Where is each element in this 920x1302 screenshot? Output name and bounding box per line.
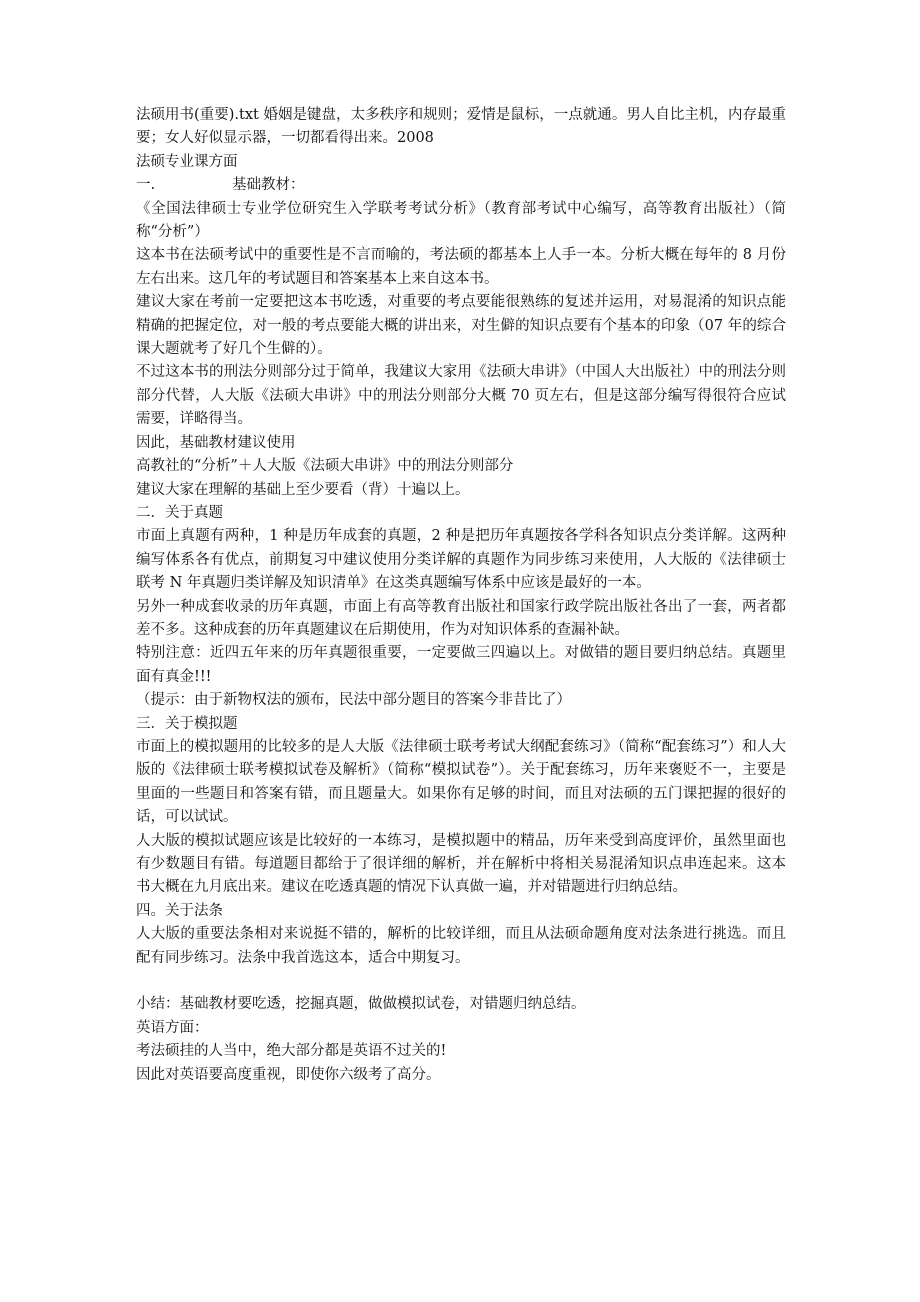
heading-english: 英语方面： xyxy=(136,1019,209,1036)
section-number: 一. xyxy=(136,177,156,194)
paragraph: 高教社的“分析”＋人大版《法硕大串讲》中的刑法分则部分 xyxy=(136,458,514,475)
paragraph: 考法硕挂的人当中，绝大部分都是英语不过关的! xyxy=(136,1043,447,1060)
paragraph-intro: 法硕用书(重要).txt 婚姻是键盘，太多秩序和规则；爱情是鼠标，一点就通。男人自比主机，内存最重要；女人好似显示器，一切都看得出来。2008 xyxy=(136,107,786,147)
document-page xyxy=(136,104,786,1087)
paragraph-book-title: 《全国法律硕士专业学位研究生入学联考考试分析》（教育部考试中心编写，高等教育出版社）（简称“分析”） xyxy=(136,200,786,241)
paragraph-summary: 小结：基础教材要吃透，挖掘真题，做做模拟试卷，对错题归纳总结。 xyxy=(136,996,586,1013)
paragraph: 人大版的模拟试题应该是比较好的一本练习，是模拟题中的精品，历年来受到高度评价，虽然里面也有少数题目有错。每道题目都给于了很详细的解析，并在解析中将相关易混淆知识点串连起来。这本书大概在九月底出来。建议在吃透真题的情况下认真做一遍，并对错题进行归纳总结。 xyxy=(136,832,786,896)
paragraph-note: 特别注意：近四五年来的历年真题很重要，一定要做三四遍以上。对做错的题目要归纳总结。真题里面有真金!!! xyxy=(136,645,786,685)
blank-line xyxy=(136,970,786,993)
section-heading-one xyxy=(136,174,786,197)
paragraph: 市面上的模拟题用的比较多的是人大版《法律硕士联考考试大纲配套练习》（简称“配套练习”）和人大版的《法律硕士联考模拟试卷及解析》（简称“模拟试卷”）。关于配套练习，历年来褒贬不一，主要是里面的一些题目和答案有错，而且题量大。如果你有足够的时间，而且对法硕的五门课把握的很好的话，可以试试。 xyxy=(136,738,786,826)
section-heading-two: 二．关于真题 xyxy=(136,504,223,521)
paragraph: 不过这本书的刑法分则部分过于简单，我建议大家用《法硕大串讲》（中国人大出版社）中的刑法分则部分代替，人大版《法硕大串讲》中的刑法分则部分大概 70 页左右，但是这部分编写得很符合应试需要，详略得当。 xyxy=(136,364,786,428)
paragraph-tip: （提示：由于新物权法的颁布，民法中部分题目的答案今非昔比了） xyxy=(136,692,571,709)
section-heading-four: 四。关于法条 xyxy=(136,902,223,919)
section-title: 基础教材： xyxy=(232,177,305,194)
heading-major-courses: 法硕专业课方面 xyxy=(136,153,238,170)
paragraph: 人大版的重要法条相对来说挺不错的，解析的比较详细，而且从法硕命题角度对法条进行挑选。而且配有同步练习。法条中我首选这本，适合中期复习。 xyxy=(136,926,786,966)
paragraph: 因此对英语要高度重视，即使你六级考了高分。 xyxy=(136,1066,441,1083)
paragraph: 另外一种成套收录的历年真题，市面上有高等教育出版社和国家行政学院出版社各出了一套，两者都差不多。这种成套的历年真题建议在后期使用，作为对知识体系的查漏补缺。 xyxy=(136,598,786,638)
section-heading-three: 三．关于模拟题 xyxy=(136,715,238,732)
paragraph: 市面上真题有两种，1 种是历年成套的真题，2 种是把历年真题按各学科各知识点分类详解。这两种编写体系各有优点，前期复习中建议使用分类详解的真题作为同步练习来使用，人大版的《法律硕士联考 N 年真题归类详解及知识清单》在这类真题编写体系中应该是最好的一本。 xyxy=(136,528,786,592)
paragraph: 这本书在法硕考试中的重要性是不言而喻的，考法硕的都基本上人手一本。分析大概在每年的 8 月份左右出来。这几年的考试题目和答案基本上来自这本书。 xyxy=(136,247,786,287)
paragraph: 建议大家在理解的基础上至少要看（背）十遍以上。 xyxy=(136,481,470,498)
paragraph: 建议大家在考前一定要把这本书吃透，对重要的考点要能很熟练的复述并运用，对易混淆的知识点能精确的把握定位，对一般的考点要能大概的讲出来，对生僻的知识点要有个基本的印象（07 年的综合课大题就考了好几个生僻的）。 xyxy=(136,294,786,358)
paragraph: 因此，基础教材建议使用 xyxy=(136,434,296,451)
